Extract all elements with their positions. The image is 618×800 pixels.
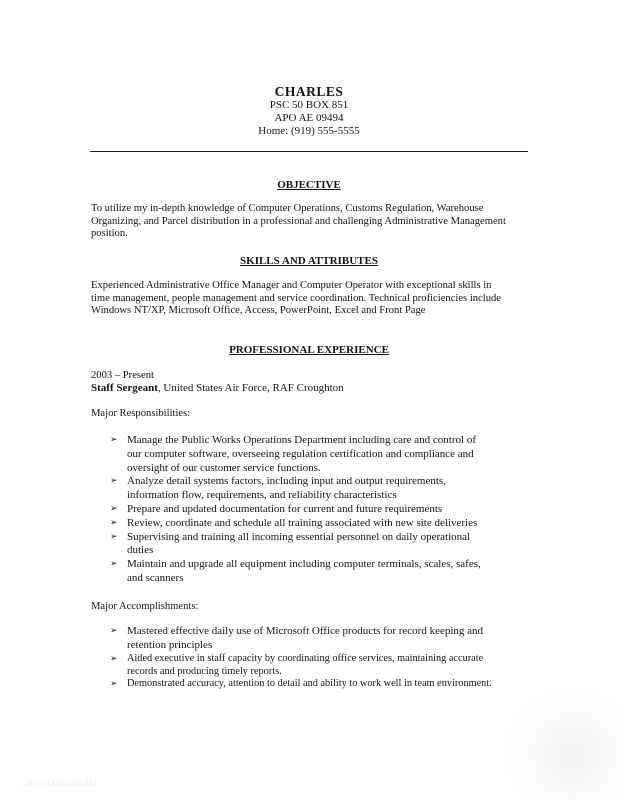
- list-item: ➢ Review, coordinate and schedule all training associated with new site deliveries: [110, 516, 478, 529]
- objective-line: To utilize my in-depth knowledge of Computer Operations, Customs Regulation, Warehouse: [91, 203, 484, 214]
- responsibilities-label: Major Responsibilities:: [91, 408, 191, 419]
- position-title: Staff Sergeant: [91, 382, 158, 394]
- list-item: ➢ Supervising and training all incoming essential personnel on daily operational duties: [110, 530, 471, 557]
- skills-text: [91, 280, 529, 318]
- header-divider: [90, 151, 528, 152]
- skills-heading: SKILLS AND ATTRIBUTES: [240, 255, 378, 267]
- address-line-2: APO AE 09494: [274, 112, 344, 124]
- arrow-bullet-icon: ➢: [110, 517, 118, 528]
- address-line-1: PSC 50 BOX 851: [269, 99, 349, 111]
- list-item: ➢ Prepare and updated documentation for current and future requirements: [110, 502, 443, 515]
- list-item: ➢ Manage the Public Works Operations Department including care and control of our computer software, overseeing regulation certification and compliance and oversight of our customer service functions.: [110, 434, 476, 474]
- skills-line: time management, people management and service coordination. Technical proficiencies include: [91, 292, 501, 304]
- arrow-bullet-icon: ➢: [110, 476, 118, 487]
- objective-line: Organizing, and Parcel distribution in a professional and challenging Administrative Management: [91, 215, 506, 227]
- accomplishments-label: Major Accomplishments:: [91, 601, 199, 612]
- arrow-bullet-icon: ➢: [110, 654, 118, 664]
- skills-line: Windows NT/XP, Microsoft Office, Access, PowerPoint, Excel and Front Page: [91, 305, 426, 316]
- list-item: ➢ Maintain and upgrade all equipment including computer terminals, scales, safes, and scanners: [110, 558, 481, 584]
- arrow-bullet-icon: ➢: [110, 679, 118, 690]
- candidate-name: CHARLES: [274, 84, 344, 99]
- employment-dates: 2003 – Present: [91, 370, 154, 381]
- resume-header: [0, 84, 618, 138]
- arrow-bullet-icon: ➢: [110, 503, 118, 514]
- arrow-bullet-icon: ➢: [110, 531, 118, 542]
- list-item: ➢ Mastered effective daily use of Microsoft Office products for record keeping and retention principles: [110, 625, 484, 651]
- responsibilities-list: [110, 434, 530, 586]
- objective-line: position.: [91, 228, 128, 239]
- arrow-bullet-icon: ➢: [110, 626, 118, 636]
- skills-line: Experienced Administrative Office Manager and Computer Operator with exceptional skills in: [91, 280, 492, 291]
- arrow-bullet-icon: ➢: [110, 435, 118, 445]
- watermark: ...templatesmodel...: [16, 778, 107, 788]
- corner-shading: [498, 680, 618, 800]
- objective-text: [91, 203, 529, 241]
- list-item: ➢ Analyze detail systems factors, including input and output requirements, information flow, requirements, and reliability characteristics: [110, 475, 446, 502]
- accomplishments-list: [110, 625, 530, 653]
- objective-heading: OBJECTIVE: [277, 179, 341, 191]
- organization-name: , United States Air Force, RAF Croughton: [157, 382, 344, 394]
- job-title-line: [91, 382, 344, 395]
- phone-number: Home: (919) 555-5555: [258, 125, 360, 137]
- accomplishments-list-continued: [110, 653, 530, 691]
- list-item: ➢ Aided executive in staff capacity by coordinating office services, maintaining accurate records and producing timely reports.: [110, 653, 484, 677]
- list-item: ➢ Demonstrated accuracy, attention to detail and ability to work well in team environment.: [110, 678, 492, 690]
- arrow-bullet-icon: ➢: [110, 559, 118, 570]
- experience-heading: PROFESSIONAL EXPERIENCE: [229, 344, 389, 356]
